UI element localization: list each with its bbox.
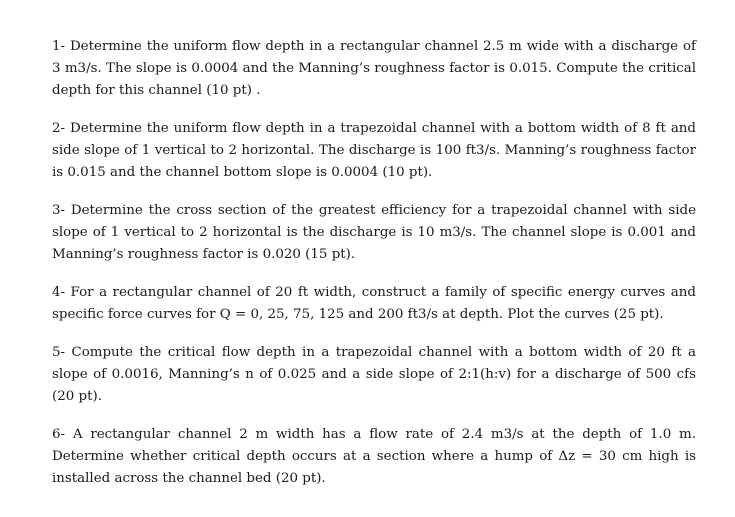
problem-1 [52, 36, 696, 102]
problem-text: Determine the uniform flow depth in a trapezoidal channel with a bottom width of 8 ft and side slope of 1 vertical to 2 horizontal. The discharge is 100 ft3/s. Manning’s roughness factor is 0.015 and the channel bottom slope is 0.0004 (10 pt). [52, 121, 696, 180]
problem-text: For a rectangular channel of 20 ft width, construct a family of specific energy curves and specific force curves for Q = 0, 25, 75, 125 and 200 ft3/s at depth. Plot the curves (25 pt). [52, 285, 696, 322]
problem-number: 1- [52, 39, 66, 54]
problem-number: 2- [52, 121, 66, 136]
problem-number: 6- [52, 427, 66, 442]
problem-text: Determine the cross section of the greatest efficiency for a trapezoidal channel with side slope of 1 vertical to 2 horizontal is the discharge is 10 m3/s. The channel slope is 0.001 and Manning’s roughness factor is 0.020 (15 pt). [52, 203, 696, 262]
problem-number: 3- [52, 203, 66, 218]
problem-4 [52, 282, 696, 326]
problem-sheet [52, 36, 696, 506]
problem-6 [52, 424, 696, 490]
problem-number: 5- [52, 345, 66, 360]
problem-text: Compute the critical flow depth in a trapezoidal channel with a bottom width of 20 ft a slope of 0.0016, Manning’s n of 0.025 and a side slope of 2:1(h:v) for a discharge of 500 cfs (20 pt). [52, 345, 696, 404]
problem-text: Determine the uniform flow depth in a rectangular channel 2.5 m wide with a discharge of 3 m3/s. The slope is 0.0004 and the Manning’s roughness factor is 0.015. Compute the critical depth for this channel (10 pt) . [52, 39, 696, 98]
problem-2 [52, 118, 696, 184]
problem-3 [52, 200, 696, 266]
problem-5 [52, 342, 696, 408]
problem-number: 4- [52, 285, 66, 300]
problem-text: A rectangular channel 2 m width has a flow rate of 2.4 m3/s at the depth of 1.0 m. Determine whether critical depth occurs at a section where a hump of Δz = 30 cm high is installed across the channel bed (20 pt). [52, 427, 696, 486]
